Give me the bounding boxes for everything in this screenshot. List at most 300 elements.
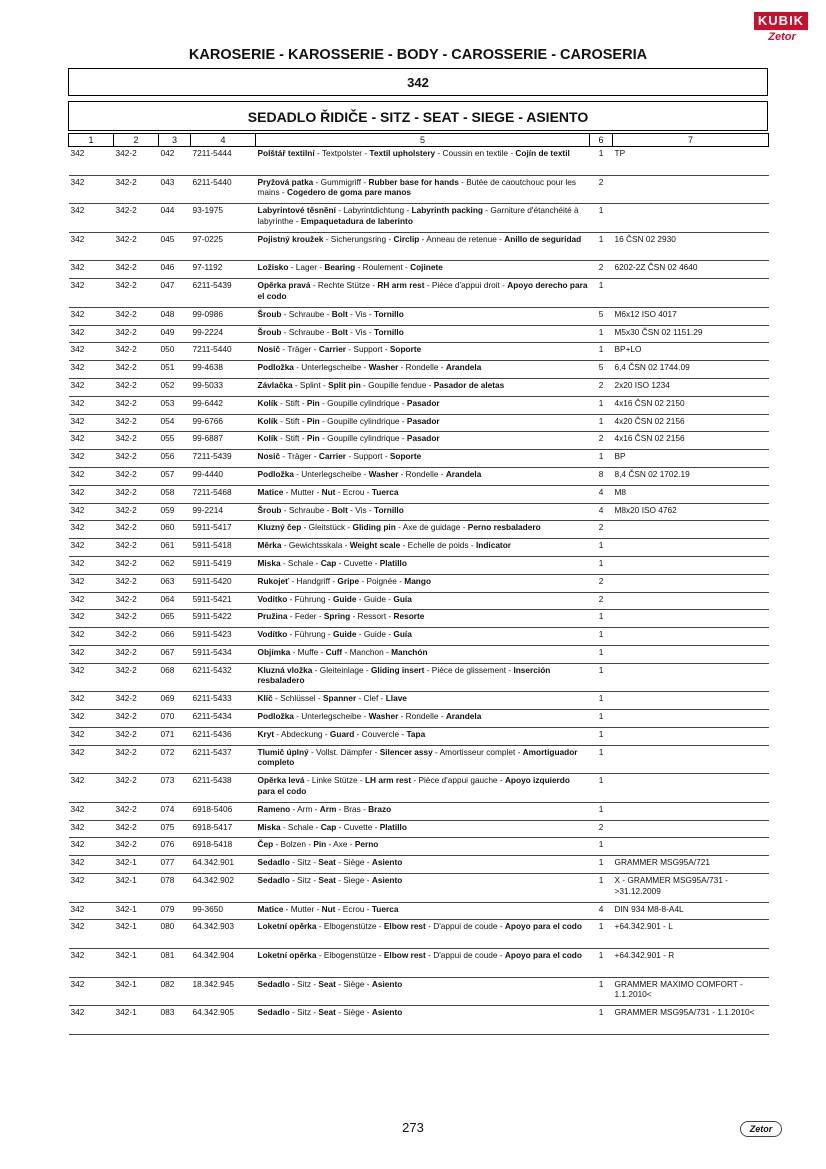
group-cell: 342 <box>69 521 114 539</box>
position-cell: 073 <box>159 774 191 803</box>
part-number-cell: 64.342.903 <box>191 920 256 949</box>
col-header: 1 <box>69 134 114 147</box>
part-number-cell: 6918-5418 <box>191 838 256 856</box>
desc-en: Pin <box>306 433 320 444</box>
quantity-cell: 2 <box>590 820 613 838</box>
desc-fr: - Pièce de glissement - <box>424 664 514 675</box>
desc-rest: - Schlüssel - <box>272 693 323 704</box>
subgroup-cell: 342-2 <box>114 261 159 279</box>
description-cell <box>256 432 590 450</box>
desc-en: Cap <box>320 557 337 568</box>
quantity-cell: 5 <box>590 307 613 325</box>
group-cell: 342 <box>69 710 114 728</box>
group-cell: 342 <box>69 232 114 261</box>
desc-cz: Loketní opěrka <box>257 921 317 932</box>
table-row <box>69 396 769 414</box>
table-row <box>69 556 769 574</box>
section-title: SEDADLO ŘIDIČE - SITZ - SEAT - SIEGE - ASIENTO <box>68 101 768 131</box>
desc-cz: Kolík <box>257 415 278 426</box>
subgroup-cell: 342-2 <box>114 279 159 308</box>
desc-fr: - D'appui de coude - <box>425 921 505 932</box>
quantity-cell: 8 <box>590 467 613 485</box>
subgroup-cell: 342-2 <box>114 378 159 396</box>
position-cell: 069 <box>159 692 191 710</box>
description-cell <box>256 414 590 432</box>
desc-en: Guard <box>329 728 355 739</box>
part-number-cell: 6211-5432 <box>191 663 256 692</box>
note-cell: 16 ČSN 02 2930 <box>613 232 769 261</box>
table-row <box>69 175 769 204</box>
position-cell: 070 <box>159 710 191 728</box>
desc-rest: - Labyrintdichtung - <box>335 205 412 216</box>
group-cell: 342 <box>69 485 114 503</box>
subgroup-cell: 342-1 <box>114 1006 159 1035</box>
desc-rest: - Mutter - <box>283 903 322 914</box>
note-cell: BP+LO <box>613 343 769 361</box>
parts-table <box>68 133 769 1035</box>
group-cell: 342 <box>69 774 114 803</box>
desc-en: Nut <box>321 903 336 914</box>
description-cell <box>256 663 590 692</box>
desc-es: Asiento <box>371 875 403 886</box>
description-cell <box>256 539 590 557</box>
desc-rest: - Splint - <box>292 379 329 390</box>
position-cell: 055 <box>159 432 191 450</box>
desc-es: Perno resbaladero <box>467 522 541 533</box>
table-row <box>69 467 769 485</box>
desc-rest: - Unterlegscheibe - <box>293 468 369 479</box>
part-number-cell: 97-0225 <box>191 232 256 261</box>
desc-fr: - Coussin en textile - <box>435 148 516 158</box>
desc-es: Tuerca <box>371 903 399 914</box>
position-cell: 081 <box>159 949 191 978</box>
col-header: 7 <box>613 134 769 147</box>
col-header: 4 <box>191 134 256 147</box>
subgroup-cell: 342-2 <box>114 450 159 468</box>
group-cell: 342 <box>69 902 114 920</box>
position-cell: 082 <box>159 977 191 1006</box>
desc-es: Pasador <box>406 397 440 408</box>
desc-cz: Rameno <box>257 803 291 814</box>
table-row <box>69 147 769 176</box>
description-cell <box>256 396 590 414</box>
part-number-cell: 7211-5468 <box>191 485 256 503</box>
position-cell: 042 <box>159 147 191 176</box>
table-row <box>69 343 769 361</box>
desc-fr: - Siege - <box>335 875 372 886</box>
desc-cz: Šroub <box>257 308 282 319</box>
desc-en: Arm <box>319 803 337 814</box>
desc-cz: Sedadlo <box>257 978 290 989</box>
desc-es: Inserción resbaladero <box>257 664 551 686</box>
desc-cz: Vodítko <box>257 629 288 640</box>
table-row <box>69 645 769 663</box>
part-number-cell: 7211-5440 <box>191 343 256 361</box>
desc-es: Amortiguador completo <box>257 746 578 768</box>
desc-en: Washer <box>368 468 399 479</box>
note-cell <box>613 645 769 663</box>
desc-cz: Měrka <box>257 540 282 551</box>
position-cell: 077 <box>159 856 191 874</box>
desc-en: Elbow rest <box>383 950 426 961</box>
group-cell: 342 <box>69 592 114 610</box>
desc-fr: - Rondelle - <box>398 362 446 373</box>
group-cell: 342 <box>69 432 114 450</box>
description-cell <box>256 175 590 204</box>
subgroup-cell: 342-2 <box>114 343 159 361</box>
description-cell <box>256 838 590 856</box>
part-number-cell: 6211-5439 <box>191 279 256 308</box>
desc-es: Cojín de textil <box>515 148 570 158</box>
quantity-cell: 1 <box>590 147 613 176</box>
table-row <box>69 204 769 233</box>
group-cell: 342 <box>69 874 114 903</box>
desc-fr: - Clef - <box>356 693 386 704</box>
group-cell: 342 <box>69 856 114 874</box>
desc-cz: Labyrintové těsnění <box>257 205 336 216</box>
description-cell <box>256 727 590 745</box>
note-cell <box>613 539 769 557</box>
desc-rest: - Schraube - <box>281 326 332 337</box>
subgroup-cell: 342-2 <box>114 610 159 628</box>
part-number-cell: 97-1192 <box>191 261 256 279</box>
desc-fr: - Vis - <box>347 308 374 319</box>
desc-cz: Sedadlo <box>257 875 290 886</box>
note-cell: M8 <box>613 485 769 503</box>
description-cell <box>256 920 590 949</box>
group-cell: 342 <box>69 820 114 838</box>
group-cell: 342 <box>69 663 114 692</box>
subgroup-cell: 342-2 <box>114 503 159 521</box>
col-header: 6 <box>590 134 613 147</box>
description-cell <box>256 325 590 343</box>
desc-rest: - Handgriff - <box>289 575 338 586</box>
table-row <box>69 692 769 710</box>
desc-fr: - Roulement - <box>355 262 411 273</box>
desc-en: Bolt <box>331 308 348 319</box>
desc-fr: - Siège - <box>335 978 372 989</box>
note-cell <box>613 745 769 774</box>
table-row <box>69 521 769 539</box>
desc-en: Washer <box>368 711 399 722</box>
subgroup-cell: 342-2 <box>114 556 159 574</box>
table-row <box>69 361 769 379</box>
desc-en: Spanner <box>322 693 357 704</box>
description-cell <box>256 645 590 663</box>
table-row <box>69 503 769 521</box>
desc-en: RH arm rest <box>377 280 425 291</box>
position-cell: 075 <box>159 820 191 838</box>
position-cell: 047 <box>159 279 191 308</box>
col-header: 3 <box>159 134 191 147</box>
desc-en: Guide <box>332 593 357 604</box>
desc-fr: - Bras - <box>336 803 369 814</box>
desc-fr: - Ecrou - <box>335 903 372 914</box>
note-cell: 8,4 ČSN 02 1702.19 <box>613 467 769 485</box>
subgroup-cell: 342-2 <box>114 232 159 261</box>
desc-en: Split pin <box>328 379 361 390</box>
position-cell: 067 <box>159 645 191 663</box>
group-cell: 342 <box>69 279 114 308</box>
part-number-cell: 99-6887 <box>191 432 256 450</box>
subgroup-cell: 342-2 <box>114 325 159 343</box>
desc-rest: - Stift - <box>277 397 307 408</box>
quantity-cell: 1 <box>590 450 613 468</box>
quantity-cell: 1 <box>590 727 613 745</box>
desc-fr: - D'appui de coude - <box>425 950 505 961</box>
group-cell: 342 <box>69 378 114 396</box>
quantity-cell: 1 <box>590 279 613 308</box>
note-cell: 4x20 ČSN 02 2156 <box>613 414 769 432</box>
desc-rest: - Stift - <box>277 433 307 444</box>
position-cell: 071 <box>159 727 191 745</box>
note-cell: GRAMMER MAXIMO COMFORT - 1.1.2010< <box>613 977 769 1006</box>
quantity-cell: 1 <box>590 325 613 343</box>
desc-es: Platillo <box>379 557 407 568</box>
table-row <box>69 949 769 978</box>
quantity-cell: 1 <box>590 628 613 646</box>
quantity-cell: 4 <box>590 503 613 521</box>
subgroup-cell: 342-2 <box>114 727 159 745</box>
note-cell <box>613 692 769 710</box>
desc-cz: Polštář textilní <box>257 148 315 158</box>
desc-cz: Miska <box>257 557 281 568</box>
desc-fr: - Echelle de poids - <box>400 540 476 551</box>
quantity-cell: 2 <box>590 175 613 204</box>
desc-rest: - Sitz - <box>289 1007 319 1018</box>
desc-cz: Kolík <box>257 397 278 408</box>
group-cell: 342 <box>69 692 114 710</box>
group-cell: 342 <box>69 610 114 628</box>
desc-cz: Matice <box>257 486 284 497</box>
subgroup-cell: 342-2 <box>114 204 159 233</box>
description-cell <box>256 521 590 539</box>
desc-cz: Pryžová patka <box>257 176 314 187</box>
desc-rest: - Linke Stütze - <box>304 775 365 786</box>
subgroup-cell: 342-2 <box>114 802 159 820</box>
description-cell <box>256 485 590 503</box>
position-cell: 052 <box>159 378 191 396</box>
note-cell <box>613 592 769 610</box>
subgroup-cell: 342-2 <box>114 432 159 450</box>
desc-es: Tornillo <box>374 326 404 337</box>
note-cell: 4x16 ČSN 02 2150 <box>613 396 769 414</box>
desc-fr: - Poignée - <box>359 575 405 586</box>
desc-fr: - Siège - <box>335 1007 372 1018</box>
part-number-cell: 18.342.945 <box>191 977 256 1006</box>
desc-fr: - Guide - <box>356 593 394 604</box>
desc-fr: - Cuvette - <box>336 557 380 568</box>
table-body <box>69 147 769 1035</box>
description-cell <box>256 204 590 233</box>
desc-es: Cogedero de goma pare manos <box>287 187 412 198</box>
description-cell <box>256 874 590 903</box>
position-cell: 078 <box>159 874 191 903</box>
subgroup-cell: 342-2 <box>114 645 159 663</box>
desc-es: Guía <box>393 629 412 640</box>
desc-fr: - Vis - <box>347 504 374 515</box>
desc-en: Guide <box>332 629 357 640</box>
table-row <box>69 610 769 628</box>
group-cell: 342 <box>69 727 114 745</box>
table-row <box>69 977 769 1006</box>
table-row <box>69 838 769 856</box>
quantity-cell: 1 <box>590 610 613 628</box>
part-number-cell: 6211-5437 <box>191 745 256 774</box>
part-number-cell: 99-4440 <box>191 467 256 485</box>
quantity-cell: 1 <box>590 774 613 803</box>
part-number-cell: 99-2214 <box>191 503 256 521</box>
desc-cz: Šroub <box>257 326 282 337</box>
desc-cz: Tlumič úplný <box>257 746 309 757</box>
desc-rest: - Schale - <box>280 557 321 568</box>
desc-fr: - Siège - <box>335 857 372 868</box>
part-number-cell: 5911-5417 <box>191 521 256 539</box>
description-cell <box>256 710 590 728</box>
quantity-cell: 1 <box>590 556 613 574</box>
subgroup-cell: 342-2 <box>114 539 159 557</box>
desc-en: Pin <box>306 397 320 408</box>
group-cell: 342 <box>69 802 114 820</box>
quantity-cell: 4 <box>590 485 613 503</box>
table-row <box>69 745 769 774</box>
table-row <box>69 874 769 903</box>
zetor-logo: Zetor <box>740 1121 782 1137</box>
group-cell: 342 <box>69 977 114 1006</box>
position-cell: 076 <box>159 838 191 856</box>
quantity-cell: 1 <box>590 343 613 361</box>
desc-es: Pasador <box>406 415 440 426</box>
note-cell <box>613 279 769 308</box>
description-cell <box>256 503 590 521</box>
desc-es: Tapa <box>406 728 426 739</box>
desc-es: Perno <box>354 839 379 850</box>
quantity-cell: 1 <box>590 645 613 663</box>
group-cell: 342 <box>69 175 114 204</box>
part-number-cell: 6211-5433 <box>191 692 256 710</box>
note-cell <box>613 521 769 539</box>
note-cell: BP <box>613 450 769 468</box>
desc-rest: - Arm - <box>290 803 320 814</box>
desc-rest: - Bolzen - <box>273 839 314 850</box>
note-cell: 6,4 ČSN 02 1744.09 <box>613 361 769 379</box>
group-cell: 342 <box>69 307 114 325</box>
desc-rest: - Textpolster - <box>314 148 370 158</box>
desc-cz: Sedadlo <box>257 857 290 868</box>
position-cell: 051 <box>159 361 191 379</box>
description-cell <box>256 856 590 874</box>
desc-cz: Podložka <box>257 711 294 722</box>
group-cell: 342 <box>69 147 114 176</box>
desc-en: Pin <box>313 839 327 850</box>
desc-rest: - Gleitstück - <box>301 522 353 533</box>
description-cell <box>256 774 590 803</box>
desc-en: Carrier <box>318 344 347 355</box>
quantity-cell: 1 <box>590 802 613 820</box>
desc-en: Bolt <box>331 326 348 337</box>
position-cell: 061 <box>159 539 191 557</box>
desc-cz: Čep <box>257 839 274 850</box>
table-row <box>69 279 769 308</box>
group-cell: 342 <box>69 1006 114 1035</box>
desc-fr: - Couvercle - <box>354 728 407 739</box>
position-cell: 054 <box>159 414 191 432</box>
desc-en: Washer <box>368 362 399 373</box>
desc-rest: - Sitz - <box>289 875 319 886</box>
desc-es: Indicator <box>475 540 511 551</box>
desc-cz: Klíč <box>257 693 273 704</box>
table-row <box>69 232 769 261</box>
group-cell: 342 <box>69 396 114 414</box>
description-cell <box>256 977 590 1006</box>
desc-cz: Vodítko <box>257 593 288 604</box>
quantity-cell: 1 <box>590 396 613 414</box>
position-cell: 057 <box>159 467 191 485</box>
desc-cz: Sedadlo <box>257 1007 290 1018</box>
desc-rest: - Rechte Stütze - <box>310 280 378 291</box>
desc-cz: Nosič <box>257 451 281 462</box>
desc-en: Textil upholstery <box>369 148 436 158</box>
table-row <box>69 261 769 279</box>
desc-en: Pin <box>306 415 320 426</box>
desc-es: Manchón <box>391 646 428 657</box>
desc-cz: Rukojeť <box>257 575 290 586</box>
desc-cz: Opěrka levá <box>257 775 305 786</box>
subgroup-cell: 342-1 <box>114 977 159 1006</box>
note-cell: M8x20 ISO 4762 <box>613 503 769 521</box>
desc-fr: - Pièce d'appui droit - <box>424 280 508 291</box>
description-cell <box>256 592 590 610</box>
desc-en: Silencer assy <box>379 746 433 757</box>
note-cell: DIN 934 M8-8-A4L <box>613 902 769 920</box>
desc-es: Tornillo <box>374 504 404 515</box>
desc-fr: - Goupille cylindrique - <box>319 415 407 426</box>
group-cell: 342 <box>69 574 114 592</box>
desc-en: LH arm rest <box>364 775 412 786</box>
desc-en: Gripe <box>337 575 360 586</box>
part-number-cell: 64.342.901 <box>191 856 256 874</box>
note-cell: +64.342.901 - R <box>613 949 769 978</box>
desc-en: Seat <box>318 978 336 989</box>
position-cell: 044 <box>159 204 191 233</box>
note-cell <box>613 838 769 856</box>
desc-fr: - Support - <box>346 344 390 355</box>
quantity-cell: 1 <box>590 232 613 261</box>
desc-fr: - Goupille cylindrique - <box>319 397 407 408</box>
note-cell <box>613 204 769 233</box>
note-cell: X - GRAMMER MSG95A/731 - >31.12.2009 <box>613 874 769 903</box>
desc-en: Gliding insert <box>370 664 425 675</box>
desc-en: Rubber base for hands <box>368 176 459 187</box>
part-number-cell: 6918-5406 <box>191 802 256 820</box>
position-cell: 074 <box>159 802 191 820</box>
group-cell: 342 <box>69 503 114 521</box>
description-cell <box>256 802 590 820</box>
part-number-cell: 99-3650 <box>191 902 256 920</box>
desc-es: Asiento <box>371 857 403 868</box>
subgroup-cell: 342-2 <box>114 745 159 774</box>
note-cell: +64.342.901 - L <box>613 920 769 949</box>
desc-cz: Opěrka pravá <box>257 280 311 291</box>
desc-fr: - Pièce d'appui gauche - <box>411 775 505 786</box>
position-cell: 043 <box>159 175 191 204</box>
desc-en: Gliding pin <box>352 522 396 533</box>
quantity-cell: 1 <box>590 692 613 710</box>
position-cell: 053 <box>159 396 191 414</box>
desc-en: Cap <box>320 821 337 832</box>
position-cell: 045 <box>159 232 191 261</box>
desc-rest: - Sitz - <box>289 978 319 989</box>
